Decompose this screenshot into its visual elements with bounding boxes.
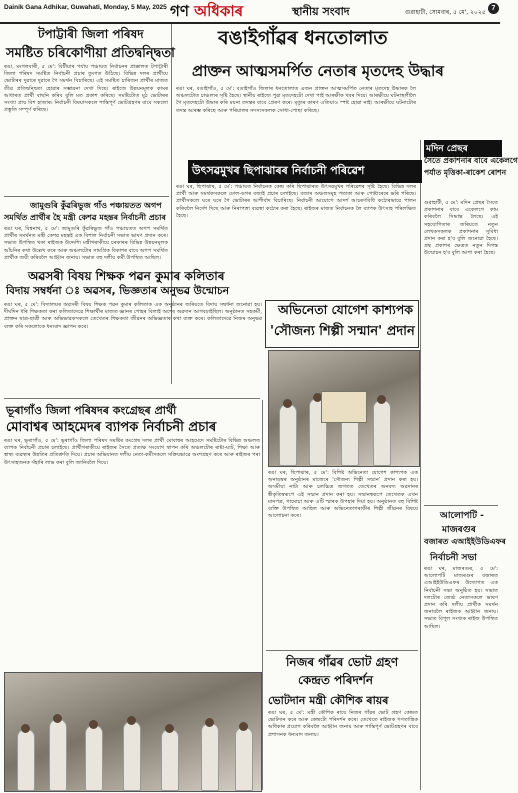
article2-subhead: সমৰ্থিত প্ৰাৰ্থীৰ হৈ মন্ত্ৰী কেশৱ মহন্তৰ নিৰ্বাচনী প্ৰচাৰ xyxy=(4,213,166,222)
article9-headline-mid: বজাৰত এআইইউডিএফৰ xyxy=(424,537,506,546)
article4-headline-bottom: মোবাশ্বৰ আহমেদৰ ব্যাপক নিৰ্বাচনী প্ৰচাৰ xyxy=(6,420,217,435)
article7-headline: অভিনেতা যোগেশ কাশ্যপক xyxy=(278,302,414,317)
article10-headline-top: নিজৰ গাঁৱৰ ভোট গ্ৰহণ xyxy=(286,655,399,669)
article7-subhead: 'সৌজন্য শিল্পী সন্মান' প্ৰদান xyxy=(270,324,415,339)
newspaper-logo xyxy=(170,0,243,25)
article2-body: ৰঙা ঘৰ, বিশ্বনাথ, ৫ মে': জামুগুৰি কুঁৱৰিভুজ গাঁও পঞ্চায়তত অগপ সমৰ্থিত প্ৰাৰ্থীৰ সমৰ্থনত মন্ত্ৰী কেশৱ মহন্তই এক বিশাল নিৰ্বাচনী সভাত ভাষণ প্ৰদান কৰে। সভাত উপস্থিত থকা ৰাইজক উদ্দেশ্যি মন্ত্ৰীগৰাকীয়ে চৰকাৰৰ বিভিন্ন উন্নয়নমূলক আঁচনিৰ কথা উল্লেখ কৰে আৰু অঞ্চলটোৰ সামগ্ৰিক বিকাশৰ বাবে অগপ সমৰ্থিত প্ৰাৰ্থীক জয়ী কৰিবলৈ আহ্বান জনায়। সভাত বহু দলীয় কৰ্মী উপস্থিত আছিল। xyxy=(4,226,168,261)
article1-headline: সমষ্টিত চৰিকোণীয়া প্ৰতিদ্বন্দ্বিতা xyxy=(6,46,175,61)
article10-body: ৰঙা ঘৰ, ৫ মে': মন্ত্ৰী কৌশিক ৰায়ে নিজৰ গাঁৱৰ ভোট গ্ৰহণ কেন্দ্ৰত ভোটদান কৰে আৰু কেন্দ্ৰটো পৰিদৰ্শন কৰে। তেখেতে ৰাইজক গণতান্ত্ৰিক অধিকাৰ প্ৰয়োগ কৰিবলৈ আহ্বান জনায় আৰু শান্তিপূৰ্ণ ভোটগ্ৰহণৰ বাবে প্ৰশাসনক ধন্যবাদ জনায়। xyxy=(268,710,418,738)
section-title: স্থানীয় সংবাদ xyxy=(292,5,350,18)
article9-headline-bottom: নিৰ্বাচনী সভা xyxy=(430,553,477,563)
article3-subhead: বিদায় সম্বৰ্ধনা ঃ অৱসৰ, ভিজ্ঞতাৰ অনুভৱ উন্মোচন xyxy=(6,285,229,297)
article6-headline: উৎসৱমুখৰ ছিপাঝাৰৰ নিৰ্বাচনী পৰিৱেশ xyxy=(188,160,422,183)
section-rule xyxy=(4,398,260,399)
logo-part2: অধিকাৰ xyxy=(194,2,244,20)
article10-headline-bottom: ভোটদান মন্ত্ৰী কৌশিক ৰায়ৰ xyxy=(268,694,389,707)
article10-headline-mid: কেন্দ্ৰত পৰিদৰ্শন xyxy=(298,673,374,687)
article1-body: ৰঙা, মংগলবাৰী, ৫ মে': বিটীয়াৰ পৰ্যায় পঞ্চায়ত নিৰ্বাচনৰ প্ৰাক্কালত টপাট্টাৰী জিলা পৰিষদ সমষ্টিত নিৰ্বাচনী প্ৰচাৰ তুংগত উঠিছে। বিভিন্ন দলৰ প্ৰাৰ্থীয়ে ভোটাৰৰ দুৱাৰে দুৱাৰে গৈ সমৰ্থন বিচাৰিছে। এই সমষ্টিত চাৰিজন প্ৰাৰ্থীৰ মাজত তীব্ৰ প্ৰতিদ্বন্দ্বিতা হোৱাৰ সম্ভাৱনা দেখা দিছে। ৰাইজে উন্নয়নমূলক কামৰ আধাৰত প্ৰাৰ্থী বাছনি কৰিব বুলি মত প্ৰকাশ কৰিছে। সমষ্টিটোত মুঠ ভোটাৰৰ সংখ্যা প্ৰায় বিশ হাজাৰ। নিৰ্বাচনী বিষয়াসকলে শান্তিপূৰ্ণ ভোটগ্ৰহণৰ বাবে সকলো প্ৰস্তুতি সম্পূৰ্ণ কৰিছে। xyxy=(4,64,168,114)
article9-body: ৰঙা ঘৰ, মাজৰগুৰ, ৫ মে': আলোপটি মাজৰগুৰ বজাৰত এআইইউডিএফৰ উদ্যোগত এক নিৰ্বাচনী সভা অনুষ্ঠিত হয়। সভাত দলটোৰ জ্যেষ্ঠ নেতাসকলে ভাষণ প্ৰদান কৰি দলীয় প্ৰাৰ্থীক সমৰ্থন জনাবলৈ ৰাইজক আহ্বান জনায়। সভাত বিপুল সংখ্যক ৰাইজ উপস্থিত আছিল। xyxy=(424,566,498,630)
article1-kicker: টপাট্টাৰী জিলা পৰিষদ xyxy=(38,27,144,41)
article9-headline-top: মাজৰগুৰ xyxy=(442,525,476,535)
article8-headline-bottom: পৰ্যাত মৃত্তিকা-ৰাকেশ ৰোশন xyxy=(424,168,507,177)
page-number: 7 xyxy=(488,3,499,14)
column-divider xyxy=(262,400,263,790)
article8-headline-top: মদিন প্ৰেছৰ xyxy=(424,140,502,157)
article2-headline: জামুগুৰি কুঁৱৰিভুজ গাঁও পঞ্চায়তত অগপ xyxy=(30,201,162,210)
article8-headline-mid: সৈতে প্ৰকাশনাৰ বাবে একেলগে xyxy=(424,156,518,165)
article3-body: ৰঙা ঘৰ, ৫ মে': বিদ্যালয়ৰ অৱসৰী বিষয় শিক্ষক পৱন কুমাৰ কলিতাক এক অনুষ্ঠানৰ জৰিয়তে বিদায় সম্বৰ্ধনা জনোৱা হয়। দীৰ্ঘদিন ধৰি শিক্ষকতা কৰা কলিতাদেৱে শিক্ষাৰ্থীৰ মাজত জ্ঞানৰ পোহৰ বিলাই অশেষ অৱদান আগবঢ়াইছিল। অনুষ্ঠানত সহকৰ্মী, প্ৰাক্তন ছাত্ৰ-ছাত্ৰী আৰু অভিভাৱকসকলে তেখেতৰ শিক্ষকতা জীৱনৰ অভিজ্ঞতাৰ কথা ব্যক্ত কৰে। কলিতাদেৱে নিজৰ অনুভৱ ব্যক্ত কৰি সকলোকে ধন্যবাদ জ্ঞাপন কৰে। xyxy=(4,302,262,330)
date-line: গুৱাহাটী, সোমবাৰ, ৫ মে', ২০২৫ xyxy=(405,9,486,16)
article5-subhead: প্ৰাক্তন আত্মসমৰ্পিত নেতাৰ মৃতদেহ উদ্ধাৰ xyxy=(192,62,444,80)
award-ceremony-photo xyxy=(268,350,420,467)
article5-body: ৰঙা ঘৰ, বঙাইগাঁও, ৫ মে': বঙাইগাঁও জিলাৰ ধনতোলাত এজন প্ৰাক্তন আত্মসমৰ্পিত নেতাৰ মৃতদেহ উদ্ধাৰক লৈ অঞ্চলটোত চাঞ্চল্যৰ সৃষ্টি হৈছে। স্থানীয় ৰাইজে পুৱা মৃতদেহটো দেখা পাই আৰক্ষীক খবৰ দিয়ে। আৰক্ষীয়ে ঘটনাস্থলীলৈ গৈ মৃতদেহটো উদ্ধাৰ কৰি ময়না তদন্তৰ বাবে প্ৰেৰণ কৰে। মৃত্যুৰ কাৰণ এতিয়াও স্পষ্ট হোৱা নাই। আৰক্ষীয়ে ঘটনাটোৰ তদন্ত আৰম্ভ কৰিছে আৰু পৰিয়ালৰ সদস্যসকলক সোধা-পোছা কৰিছে। xyxy=(176,86,416,114)
section-rule xyxy=(424,505,498,506)
article4-body: ৰঙা ঘৰ, ভূৰাগাঁও, ৫ মে': ভূৰাগাঁও জিলা পৰিষদ সমষ্টিৰ কংগ্ৰেছ দলৰ প্ৰাৰ্থী মোবাশ্বৰ আহমেদে সমষ্টিটোৰ বিভিন্ন অঞ্চলত ব্যাপক নিৰ্বাচনী প্ৰচাৰ চলাইছে। প্ৰাৰ্থীগৰাকীয়ে ৰাইজৰ সৈতে প্ৰত্যক্ষ সংযোগ স্থাপন কৰি অঞ্চলটোৰ ৰাষ্টা-ঘাট, শিক্ষা আৰু স্বাস্থ্য ব্যৱস্থাৰ উন্নতিৰ প্ৰতিশ্ৰুতি দিয়ে। প্ৰচাৰ অভিযানত দলীয় নেতা-কৰ্মীসকলে সক্ৰিয়ভাৱে অংশগ্ৰহণ কৰে আৰু ৰাইজৰ পৰা উৎসাহজনক সঁহাৰি লাভ কৰা বুলি জানিবলৈ দিয়ে। xyxy=(4,438,260,466)
section-rule xyxy=(4,196,169,197)
edition-line: Dainik Gana Adhikar, Guwahati, Monday, 5 May, 2025 xyxy=(4,4,167,11)
article9-kicker: আলোপটি - xyxy=(440,511,484,521)
article7-body: ৰঙা ঘৰ, ছিপাঝাৰ, ৫ মে': বিশিষ্ট অভিনেতা যোগেশ কাশ্যপক এক অনাড়ম্বৰ অনুষ্ঠানৰ মাজেৰে 'সৌজন্য শিল্পী সন্মান' প্ৰদান কৰা হয়। অসমীয়া নাট্য আৰু চলচ্চিত্ৰ জগতত তেখেতৰ অনবদ্য অৱদানৰ স্বীকৃতিস্বৰূপে এই সন্মান প্ৰদান কৰা হয়। সন্মানস্বৰূপে তেখেতক এখন মানপত্ৰ, গামোচা আৰু এটি স্মাৰক উপহাৰ দিয়া হয়। অনুষ্ঠানত বহু বিশিষ্ট ব্যক্তি উপস্থিত আছিল আৰু অভিনেতাগৰাকীৰ শিল্পী জীৱনৰ বিষয়ে আলোচনা কৰে। xyxy=(268,470,418,520)
campaign-photo xyxy=(4,672,262,792)
article5-headline: বঙাইগাঁৱৰ ধনতোলাত xyxy=(218,27,388,49)
article8-body: গুৱাহাটী, ৫ মে': মদিন প্ৰেছৰ সৈতে প্ৰকাশনাৰ বাবে একেলগে কাম কৰিবলৈ সিদ্ধান্ত লৈছে। এই সহযোগিতাৰ জৰিয়তে নতুন লেখকসকলক প্ৰকাশনাৰ সুবিধা প্ৰদান কৰা হ'ব বুলি জনোৱা হৈছে। গ্ৰন্থ প্ৰকাশৰ ক্ষেত্ৰত নতুন দিগন্ত উন্মোচন হ'ব বুলি আশা কৰা হৈছে। xyxy=(424,200,498,257)
article4-headline-top: ভূৰাগাঁও জিলা পৰিষদৰ কংগ্ৰেছৰ প্ৰাৰ্থী xyxy=(6,404,177,417)
article3-headline: অৱসৰী বিষয় শিক্ষক পৱন কুমাৰ কলিতাৰ xyxy=(28,269,225,283)
column-divider xyxy=(420,140,421,790)
section-rule xyxy=(266,650,418,651)
article6-body: ৰঙা ঘৰ, ছিপাঝাৰ, ৫ মে': পঞ্চায়ত নিৰ্বাচনক কেন্দ্ৰ কৰি ছিপাঝাৰত উৎসৱমুখৰ পৰিৱেশৰ সৃষ্টি হৈছে। বিভিন্ন দলৰ প্ৰাৰ্থী আৰু সমৰ্থকসকলে ঢোল-ডগৰ বজাই প্ৰচাৰ চলাইছে। বজাৰ অঞ্চলসমূহ পতাকা আৰু পোষ্টাৰেৰে ভৰি পৰিছে। প্ৰাৰ্থীসকলে ঘৰে ঘৰে গৈ ভোটাৰৰ আশীৰ্বাদ বিচাৰিছে। নিৰ্বাচনী আয়োগে আদৰ্শ আচৰণবিধি কঠোৰভাৱে পালন কৰিবলৈ নিৰ্দেশ দিছে আৰু নিৰাপত্তা ব্যৱস্থা কঠোৰ কৰা হৈছে। ৰাইজৰ মাজত নিৰ্বাচনক লৈ ব্যাপক উৎসাহ পৰিলক্ষিত হৈছে। xyxy=(176,184,416,219)
logo-part1: গণ xyxy=(170,2,189,20)
masthead xyxy=(0,0,500,24)
